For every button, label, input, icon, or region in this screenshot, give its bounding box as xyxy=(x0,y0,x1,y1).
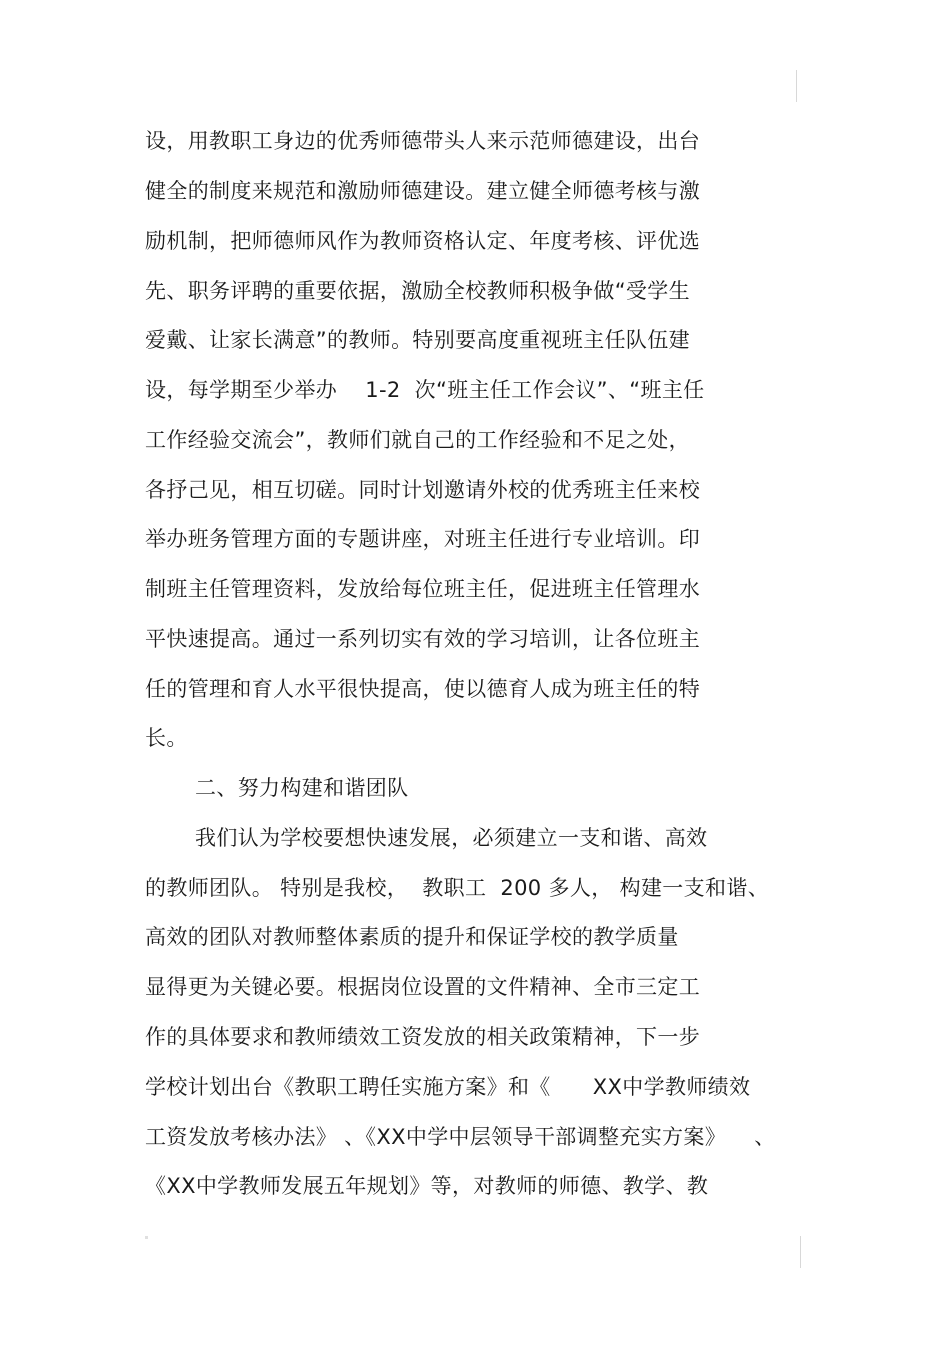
text-line-18: 显得更为关键必要。根据岗位设置的文件精神、全市三定工 xyxy=(145,975,701,999)
text-line-7: 工作经验交流会”，教师们就自己的工作经验和不足之处， xyxy=(145,428,690,452)
text-line-1: 设，用教职工身边的优秀师德带头人来示范师德建设，出台 xyxy=(145,129,701,153)
text-line-15: 我们认为学校要想快速发展，必须建立一支和谐、高效 xyxy=(195,826,708,850)
text-line-9: 举办班务管理方面的专题讲座，对班主任进行专业培训。印 xyxy=(145,527,701,551)
text-line-8: 各抒己见，相互切磋。同时计划邀请外校的优秀班主任来校 xyxy=(145,478,701,502)
text-line-12: 任的管理和育人水平很快提高，使以德育人成为班主任的特 xyxy=(145,677,701,701)
text-line-11: 平快速提高。通过一系列切实有效的学习培训，让各位班主 xyxy=(145,627,701,651)
page-corner-dot xyxy=(145,1236,148,1239)
text-line-20: 学校计划出台《教职工聘任实施方案》和《 XX中学教师绩效 xyxy=(145,1075,751,1099)
text-line-6: 设，每学期至少举办 1-2 次“班主任工作会议”、“班主任 xyxy=(145,378,705,402)
text-line-16: 的教师团队。 特别是我校， 教职工 200 多人， 构建一支和谐、 xyxy=(145,876,770,900)
page-margin-mark-top xyxy=(796,70,797,102)
text-line-5: 爱戴、让家长满意”的教师。特别要高度重视班主任队伍建 xyxy=(145,328,690,352)
text-line-22: 《XX中学教师发展五年规划》等，对教师的师德、教学、教 xyxy=(145,1174,709,1198)
page-margin-mark-bottom xyxy=(800,1236,801,1268)
text-line-2: 健全的制度来规范和激励师德建设。建立健全师德考核与激 xyxy=(145,179,701,203)
text-line-13: 长。 xyxy=(145,726,188,750)
text-line-10: 制班主任管理资料，发放给每位班主任，促进班主任管理水 xyxy=(145,577,701,601)
section-heading: 二、努力构建和谐团队 xyxy=(195,776,409,800)
text-line-21: 工资发放考核办法》 、《XX中学中层领导干部调整充实方案》 、 xyxy=(145,1125,776,1149)
text-line-19: 作的具体要求和教师绩效工资发放的相关政策精神，下一步 xyxy=(145,1025,701,1049)
text-line-17: 高效的团队对教师整体素质的提升和保证学校的教学质量 xyxy=(145,925,679,949)
text-line-4: 先、职务评聘的重要依据，激励全校教师积极争做“受学生 xyxy=(145,279,690,303)
text-line-3: 励机制，把师德师风作为教师资格认定、年度考核、评优选 xyxy=(145,229,701,253)
